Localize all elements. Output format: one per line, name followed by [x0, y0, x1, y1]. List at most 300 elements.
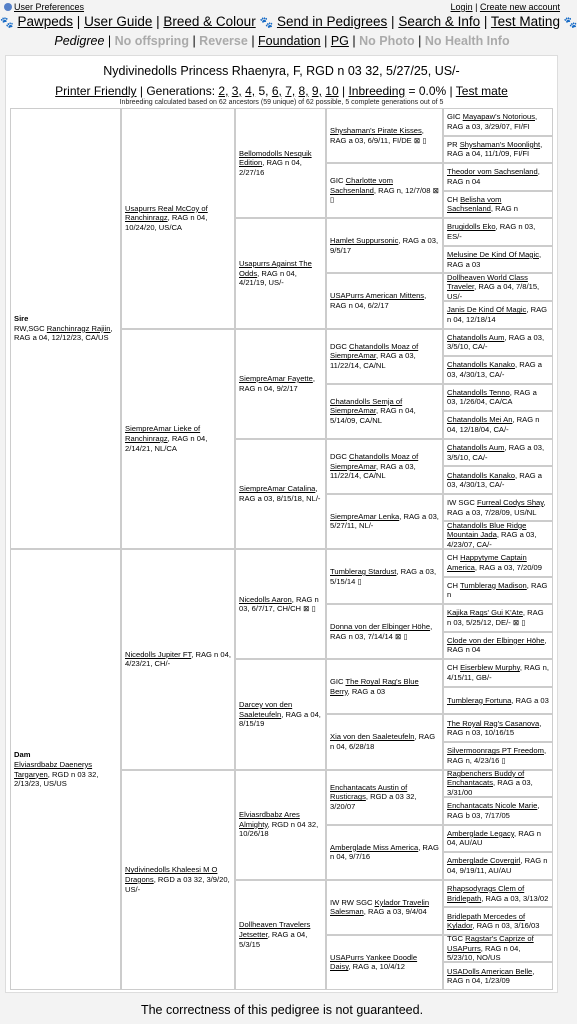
cat-details: , RAG n 03, 7/14/14 ⊠ ▯: [330, 622, 433, 641]
cat-entry: [330, 898, 439, 917]
cat-entry: [330, 397, 439, 426]
cat-name-link[interactable]: Happytyme Captain America: [447, 553, 527, 572]
cat-details: , RAG n 04, 4/21/19, US/-: [239, 268, 297, 288]
cat-name-link[interactable]: The Royal Rag's Casanova: [447, 718, 540, 728]
cat-name-link[interactable]: Chatandolls Tenno: [447, 387, 510, 397]
cat-name-link[interactable]: Janis De Kind Of Magic: [447, 305, 527, 315]
pedigree-cell-gen5: [443, 273, 553, 301]
gen-link[interactable]: 9,: [311, 84, 322, 98]
cat-entry: [447, 167, 549, 186]
cat-name-link[interactable]: Mayapaw's Notorious: [462, 112, 535, 122]
cat-entry: [239, 374, 322, 393]
cat-details: , RAG n: [490, 204, 518, 214]
cat-name-link[interactable]: Nicedolls Jupiter FT: [125, 649, 192, 659]
cat-name-link[interactable]: Hamlet Suppursonic: [330, 236, 399, 246]
title-prefix: PR: [447, 139, 458, 149]
pedigree-cell-gen2: [121, 329, 235, 550]
cat-name-link[interactable]: The Royal Rag's Blue Berry: [330, 677, 419, 696]
gen-link[interactable]: 3,: [231, 84, 242, 98]
cat-name-link[interactable]: Chatandolls Blue Ridge Mountain Jada: [447, 520, 527, 540]
pedigree-cell-gen4: [326, 659, 443, 714]
cat-entry: [447, 388, 549, 407]
pedigree-cell-gen2: [121, 108, 235, 329]
cat-details: , RAG a 03, 4/30/13, CA/-: [447, 470, 542, 490]
cat-entry: [330, 843, 439, 862]
inbreeding-value: = 0.0%: [408, 84, 447, 98]
cat-entry: [447, 112, 549, 131]
cat-details: , RAG a 03, 7/20/09: [474, 562, 542, 572]
gen-link[interactable]: 10: [325, 84, 339, 98]
cat-entry: [447, 746, 549, 765]
cat-name-link[interactable]: Charlotte vom Sachsenland: [330, 176, 393, 195]
cat-details: , RAG a 04, 7/8/15, US/-: [447, 282, 540, 301]
title-prefix: CH: [447, 194, 458, 204]
cat-entry: [447, 498, 549, 517]
cat-name-link[interactable]: USAPurrs Yankee Doodle Daisy: [330, 952, 418, 972]
parent-role: Sire: [14, 314, 29, 324]
cat-details: , RAG a 04, 8/15/19: [239, 709, 321, 729]
cat-details: , RAG n, 12/7/08 ⊠ ▯: [330, 185, 439, 205]
cat-name-link[interactable]: Silvermoonrags PT Freedom: [447, 746, 544, 756]
cat-name-link[interactable]: Donna von der Elbinger Höhe: [330, 622, 431, 632]
cat-details: , RAG n 04, 12/18/04, CA/-: [447, 415, 540, 434]
cat-details: , RAG a, 10/4/12: [348, 962, 406, 972]
pedigree-cell-gen5: [443, 163, 553, 191]
separator: |: [324, 34, 328, 48]
title-prefix: IW SGC: [447, 498, 475, 508]
cat-details: , RAG a 03, 3/13/02: [481, 893, 549, 903]
gen-link[interactable]: 2,: [218, 84, 229, 98]
cat-details: , RAG a 04, 11/1/09, FI/FI: [447, 139, 543, 159]
gen-link[interactable]: 7,: [285, 84, 296, 98]
cat-entry: [447, 608, 549, 627]
cat-entry: [447, 967, 549, 986]
view-no-health: No Health Info: [424, 34, 510, 48]
cat-name-link[interactable]: Chatandolls Aum: [447, 442, 505, 452]
cat-name-link[interactable]: SiempreAmar Catalina: [239, 484, 316, 494]
pedigree-cell-gen5: [443, 384, 553, 412]
cat-name-link[interactable]: Kajika Rags' Gui K'Ate: [447, 608, 523, 618]
pedigree-cell-gen3: [235, 218, 326, 328]
pedigree-cell-gen4: [326, 384, 443, 439]
cat-details: , RAG a 03, 7/28/09, US/NL: [447, 498, 546, 517]
pedigree-cell-gen1: [10, 549, 121, 990]
cat-details: , RAG a 03, 9/4/04: [363, 907, 427, 917]
title-prefix: TGC: [447, 934, 464, 944]
cat-details: , RAG a 04, 12/12/23, CA/US: [14, 323, 113, 343]
view-reverse: Reverse: [199, 34, 248, 48]
cat-entry: [447, 636, 549, 655]
cat-details: , RAG a 03, 11/22/14, CA/NL: [330, 351, 416, 370]
cat-name-link[interactable]: Tumblerag Fortuna: [447, 695, 512, 705]
cat-details: , RGD n 04 32, 10/26/18: [239, 819, 319, 839]
cat-entry: [447, 140, 549, 159]
pedigree-cell-gen5: [443, 714, 553, 742]
cat-details: , RAG n 04, 9/2/17: [239, 374, 315, 393]
pedigree-cell-gen5: [443, 907, 553, 935]
cat-entry: [447, 273, 549, 302]
cat-name-link[interactable]: Amberglade Miss America: [330, 842, 419, 852]
cat-entry: [447, 471, 549, 490]
cat-entry: [447, 884, 549, 903]
pedigree-cell-gen5: [443, 218, 553, 246]
pedigree-cell-gen4: [326, 935, 443, 990]
cat-name-link[interactable]: Chatandolls Semja of SiempreAmar: [330, 396, 403, 416]
pedigree-cell-gen3: [235, 880, 326, 990]
cat-entry: [14, 314, 117, 343]
cat-details: , RAG n 04, 4/23/21, CH/-: [125, 649, 231, 669]
gen-link[interactable]: 8,: [298, 84, 309, 98]
cat-entry: [447, 829, 549, 848]
separator: |: [391, 14, 395, 29]
nav-test-mating[interactable]: Test Mating: [490, 14, 560, 29]
gen-current: 5,: [258, 84, 269, 98]
pedigree-cell-gen4: [326, 218, 443, 273]
user-preferences[interactable]: [4, 2, 84, 12]
pedigree-cell-gen5: [443, 191, 553, 219]
paw-icon: 🐾: [0, 17, 14, 29]
pedigree-cell-gen3: [235, 770, 326, 880]
cat-name-link[interactable]: SiempreAmar Fayette: [239, 374, 313, 384]
paw-icon: 🐾: [259, 17, 274, 29]
pedigree-cell-gen2: [121, 549, 235, 770]
cat-entry: [330, 953, 439, 972]
cat-entry: [447, 801, 549, 820]
cat-details: , RAG a 03: [347, 686, 386, 696]
printer-friendly-link[interactable]: Printer Friendly: [55, 84, 137, 98]
nav-pawpeds[interactable]: Pawpeds: [17, 14, 74, 29]
pedigree-cell-gen4: [326, 273, 443, 328]
pedigree-cell-gen4: [326, 439, 443, 494]
cat-name-link[interactable]: Chatandolls Kanako: [447, 470, 515, 480]
generation-bar: [6, 84, 557, 98]
cat-details: , RAG n 04: [447, 635, 547, 655]
cat-name-link[interactable]: Ragstar's Caprize of USAPurrs: [447, 934, 534, 953]
cat-details: , RAG n 04, 5/23/10, NO/US: [447, 943, 521, 963]
cat-name-link[interactable]: USAPurrs American Mittens: [330, 291, 425, 301]
inbreeding-note: Inbreeding calculated based on 62 ancestors (59 unique) of 62 possible, 5 complete generations out of 5: [119, 99, 444, 106]
cat-entry: [447, 443, 549, 462]
cat-details: , RAG n 04, 6/2/17: [330, 291, 427, 310]
cat-entry: [447, 696, 549, 706]
pedigree-cell-gen5: [443, 742, 553, 770]
cat-details: , RGD a 03 32, 3/20/07: [330, 792, 417, 811]
pedigree-cell-gen3: [235, 549, 326, 659]
pedigree-cell-gen5: [443, 439, 553, 467]
pedigree-cell-gen5: [443, 632, 553, 660]
cat-details: , RAG a 03: [511, 695, 549, 705]
cat-details: , RAG n 04, 12/18/14: [447, 305, 548, 324]
cat-details: , RAG a 03, 9/5/17: [330, 236, 439, 255]
cat-entry: [125, 424, 231, 453]
cat-name-link[interactable]: Usapurrs Against The Odds: [239, 258, 312, 278]
pedigree-cell-gen4: [326, 549, 443, 604]
cat-name-link[interactable]: Darcey von den Saaleteufeln: [239, 699, 293, 719]
cat-name-link[interactable]: Nydivinedolls Khaleesi M O Dragons: [125, 865, 218, 884]
cat-entry: [239, 484, 322, 503]
cat-details: , RAG n, 4/15/11, GB/-: [447, 663, 550, 683]
paw-icon: 🐾: [563, 17, 577, 29]
cat-name-link[interactable]: SiempreAmar Lieke of Ranchinragz: [125, 424, 201, 443]
pedigree-cell-gen3: [235, 439, 326, 549]
cat-name-link[interactable]: Furreal Codys Shay: [476, 498, 544, 508]
cat-name-link[interactable]: Theodor vom Sachsenland: [447, 167, 538, 177]
cat-entry: [330, 512, 439, 531]
cat-entry: [330, 236, 439, 255]
cat-name-link[interactable]: Dollheaven Travelers Jetsetter: [239, 920, 311, 940]
view-no-photo: No Photo: [359, 34, 415, 48]
cat-details: , RAG a 03, 3/31/00: [447, 778, 533, 798]
cat-entry: [447, 769, 549, 798]
cat-entry: [330, 567, 439, 586]
pedigree-cell-gen5: [443, 329, 553, 357]
pedigree-cell-gen3: [235, 108, 326, 218]
cat-entry: [447, 305, 549, 324]
cat-details: , RAG a 03, 3/5/10, CA/-: [447, 332, 545, 352]
title-prefix: GIC: [330, 677, 344, 687]
cat-name-link[interactable]: Tumblerag Stardust: [330, 566, 397, 576]
pedigree-cell-gen4: [326, 329, 443, 384]
cat-name-link[interactable]: Nicedolls Aaron: [239, 594, 292, 604]
cat-details: , RAG a 03, 1/26/04, CA/CA: [447, 387, 537, 407]
login-link[interactable]: Login: [450, 2, 473, 12]
cat-entry: [447, 912, 549, 931]
account-links: [451, 2, 560, 12]
cat-name-link[interactable]: Elviasrdbabz Ares Almighty: [239, 810, 300, 829]
pedigree-cell-gen5: [443, 880, 553, 908]
cat-entry: [330, 126, 439, 145]
pedigree-cell-gen4: [326, 714, 443, 769]
cat-details: , RGD a 03 32, 3/9/20, US/-: [125, 874, 230, 894]
separator: |: [352, 34, 356, 48]
cat-name-link[interactable]: Melusine De Kind Of Magic: [447, 250, 540, 259]
cat-details: , RAG n 04, 2/14/21, NL/CA: [125, 433, 208, 453]
title-prefix: RW,SGC: [14, 323, 45, 333]
title-prefix: GIC: [330, 176, 344, 186]
cat-details: , RAG a 04, 5/3/15: [239, 930, 308, 949]
separator: |: [475, 2, 478, 12]
cat-details: , RAG a 03, 4/23/07, CA/-: [447, 530, 537, 550]
cat-details: , RAG n 04, 9/7/16: [330, 842, 439, 862]
cat-name-link[interactable]: Chatandolls Moaz of SiempreAmar: [330, 451, 419, 471]
separator: |: [483, 14, 488, 29]
pedigree-cell-gen5: [443, 825, 553, 853]
cat-details: , RAG a 03, 4/30/13, CA/-: [447, 360, 542, 379]
disclaimer: The correctness of this pedigree is not guaranteed.: [140, 1003, 424, 1017]
cat-details: , RAG n: [447, 580, 548, 600]
cat-details: , RAG n 03, 10/16/15: [447, 718, 542, 738]
cat-name-link[interactable]: Ranchinragz Rajiin: [46, 323, 111, 333]
cat-entry: [447, 521, 549, 550]
pedigree-cell-gen4: [326, 880, 443, 935]
cat-name-link[interactable]: Kylador Travelin Salesman: [330, 897, 430, 917]
separator: |: [192, 34, 196, 48]
cat-entry: [239, 149, 322, 178]
cat-details: , RAG n 04, AU/AU: [447, 828, 541, 848]
cat-details: , RAG n 03, 3/16/03: [472, 921, 540, 931]
view-foundation[interactable]: Foundation: [258, 34, 321, 48]
cat-details: , RAG n 04, 9/19/11, AU/AU: [447, 856, 548, 875]
separator: |: [76, 14, 81, 29]
cat-entry: [239, 595, 322, 614]
cat-entry: [447, 663, 549, 682]
pedigree-cell-gen5: [443, 577, 553, 605]
pedigree-cell-gen4: [326, 825, 443, 880]
cat-entry: [239, 810, 322, 839]
cat-details: , RAG a 03, 3/5/10, CA/-: [447, 442, 545, 462]
cat-entry: [330, 176, 439, 205]
pedigree-cell-gen5: [443, 549, 553, 577]
pedigree-cell-gen4: [326, 163, 443, 218]
page-title: Nydivinedolls Princess Rhaenyra, F, RGD n 03 32, 5/27/25, US/-: [103, 64, 460, 78]
cat-name-link[interactable]: Bridlepath Mercedes of Kylador: [447, 911, 526, 931]
cat-entry: [447, 719, 549, 738]
cat-name-link[interactable]: Chatandolls Mei An: [447, 415, 513, 425]
separator: |: [341, 84, 346, 98]
cat-entry: [447, 553, 549, 572]
cat-details: , RAG n 04: [447, 167, 540, 186]
pedigree-cell-gen3: [235, 659, 326, 769]
cat-entry: [330, 783, 439, 812]
separator: |: [107, 34, 112, 48]
cat-name-link[interactable]: Enchantacats Austin of Rusticrags: [330, 782, 408, 802]
user-preferences-link[interactable]: User Preferences: [14, 2, 85, 12]
cat-name-link[interactable]: Bellomodolls Nesquik Edition: [239, 148, 312, 168]
cat-entry: [125, 204, 231, 233]
pedigree-cell-gen5: [443, 521, 553, 549]
globe-icon: [4, 3, 12, 11]
test-mate-link[interactable]: Test mate: [455, 84, 508, 98]
cat-details: , RAG a 03, 11/22/14, CA/NL: [330, 461, 416, 481]
pedigree-cell-gen5: [443, 935, 553, 963]
cat-details: , RAG a 03: [447, 250, 542, 269]
cat-name-link[interactable]: Enchantacats Nicole Marie: [447, 801, 538, 811]
title-prefix: CH: [447, 580, 458, 590]
cat-details: , RGD n 03 32, 2/13/23, US/US: [14, 769, 99, 789]
pedigree-cell-gen4: [326, 604, 443, 659]
cat-entry: [330, 732, 439, 751]
title-prefix: CH: [447, 663, 458, 673]
pedigree-cell-gen5: [443, 770, 553, 798]
cat-name-link[interactable]: Shyshaman's Pirate Kisses: [330, 125, 422, 135]
pedigree-cell-gen5: [443, 494, 553, 522]
cat-entry: [14, 750, 117, 788]
cat-entry: [447, 415, 549, 434]
cat-details: , RAG n, 4/23/16 ▯: [447, 746, 547, 765]
cat-name-link[interactable]: Chatandolls Kanako: [447, 360, 515, 370]
cat-name-link[interactable]: Amberglade Legacy: [447, 828, 514, 838]
cat-name-link[interactable]: Belisha vom Sachsenland: [447, 194, 502, 214]
cat-entry: [239, 700, 322, 729]
cat-entry: [330, 342, 439, 371]
pedigree-cell-gen5: [443, 852, 553, 880]
cat-entry: [330, 291, 439, 310]
cat-name-link[interactable]: Rhapsodyrags Clem of Bridlepath: [447, 883, 525, 903]
cat-details: , RAG a 03, 8/15/18, NL/-: [239, 484, 321, 503]
cat-entry: [447, 250, 549, 269]
cat-name-link[interactable]: Elviasrdbabz Daenerys Targaryen: [14, 759, 93, 779]
nav-send-pedigrees[interactable]: Send in Pedigrees: [276, 14, 388, 29]
pedigree-cell-gen5: [443, 301, 553, 329]
view-pg[interactable]: PG: [330, 34, 349, 48]
separator: |: [156, 14, 160, 29]
cat-details: , RAG b 03, 7/17/05: [447, 801, 540, 820]
cat-entry: [447, 934, 549, 963]
pedigree-cell-gen5: [443, 356, 553, 384]
pedigree-cell-gen5: [443, 108, 553, 136]
title-prefix: GIC: [447, 112, 461, 122]
cat-name-link[interactable]: Amberglade Covergirl: [447, 856, 521, 866]
cat-name-link[interactable]: Clode von der Elbinger Höhe: [447, 635, 545, 645]
cat-details: , RAG a 03, 6/9/11, FI/DE ⊠ ▯: [330, 125, 427, 145]
top-bar: [0, 0, 564, 14]
pedigree-cell-gen5: [443, 411, 553, 439]
pedigree-cell-gen5: [443, 797, 553, 825]
cat-name-link[interactable]: Ragbenchers Buddy of Enchantacats: [447, 768, 525, 788]
cat-entry: [447, 195, 549, 214]
cat-details: , RAG n 04, 10/24/20, US/CA: [125, 213, 208, 233]
pedigree-cell-gen5: [443, 659, 553, 687]
nav-breed-colour[interactable]: Breed & Colour: [163, 14, 256, 29]
cat-name-link[interactable]: Brugidolls Eko: [447, 222, 496, 232]
pedigree-cell-gen2: [121, 770, 235, 991]
nav-search-info[interactable]: Search & Info: [398, 14, 481, 29]
title-prefix: IW RW SGC: [330, 897, 373, 907]
pedigree-cell-gen5: [443, 466, 553, 494]
generations-label: | Generations:: [139, 84, 216, 98]
cat-entry: [125, 865, 231, 894]
inbreeding-link[interactable]: Inbreeding: [348, 84, 406, 98]
pedigree-cell-gen4: [326, 108, 443, 163]
cat-name-link[interactable]: Tumblerag Madison: [459, 580, 527, 590]
gen-link[interactable]: 4,: [245, 84, 256, 98]
cat-name-link[interactable]: Chatandolls Moaz of SiempreAmar: [330, 341, 419, 361]
view-nav: [0, 33, 564, 49]
cat-entry: [330, 622, 439, 641]
cat-entry: [330, 452, 439, 481]
cat-name-link[interactable]: Shyshaman's Moonlight: [459, 139, 541, 149]
cat-name-link[interactable]: SiempreAmar Lenka: [330, 511, 400, 521]
separator: |: [418, 34, 422, 48]
cat-name-link[interactable]: Eiserblew Murphy: [460, 663, 520, 673]
cat-entry: [447, 333, 549, 352]
cat-entry: [239, 920, 322, 949]
parent-role: Dam: [14, 750, 31, 760]
cat-name-link[interactable]: Xia von den Saaleteufeln: [330, 732, 415, 742]
cat-entry: [447, 222, 549, 241]
cat-details: , RAG n 04, 1/23/09: [447, 966, 535, 986]
view-pedigree: Pedigree: [54, 34, 105, 48]
pedigree-cell-gen5: [443, 962, 553, 990]
cat-details: , RAG a 03, 5/15/14 ▯: [330, 566, 437, 586]
cat-details: , RAG a 03, 3/29/07, FI/FI: [447, 112, 538, 131]
pedigree-cell-gen3: [235, 329, 326, 439]
cat-name-link[interactable]: Usapurrs Real McCoy of Ranchinragz: [125, 203, 208, 223]
create-account-link[interactable]: Create new account: [479, 2, 560, 12]
pedigree-cell-gen5: [443, 246, 553, 274]
pedigree-cell-gen5: [443, 687, 553, 715]
main-nav: [0, 14, 577, 31]
title-prefix: DGC: [330, 451, 347, 461]
cat-name-link[interactable]: Chatandolls Aum: [447, 332, 505, 342]
cat-name-link[interactable]: Dollheaven World Class Traveler: [447, 272, 528, 292]
cat-name-link[interactable]: USADolls American Belle: [447, 966, 533, 976]
gen-link[interactable]: 6,: [271, 84, 282, 98]
cat-details: , RAG n 04, 6/28/18: [330, 732, 436, 751]
cat-details: , RAG n 04, 5/14/09, CA/NL: [330, 406, 416, 425]
nav-user-guide[interactable]: User Guide: [84, 14, 153, 29]
cat-entry: [330, 677, 439, 696]
